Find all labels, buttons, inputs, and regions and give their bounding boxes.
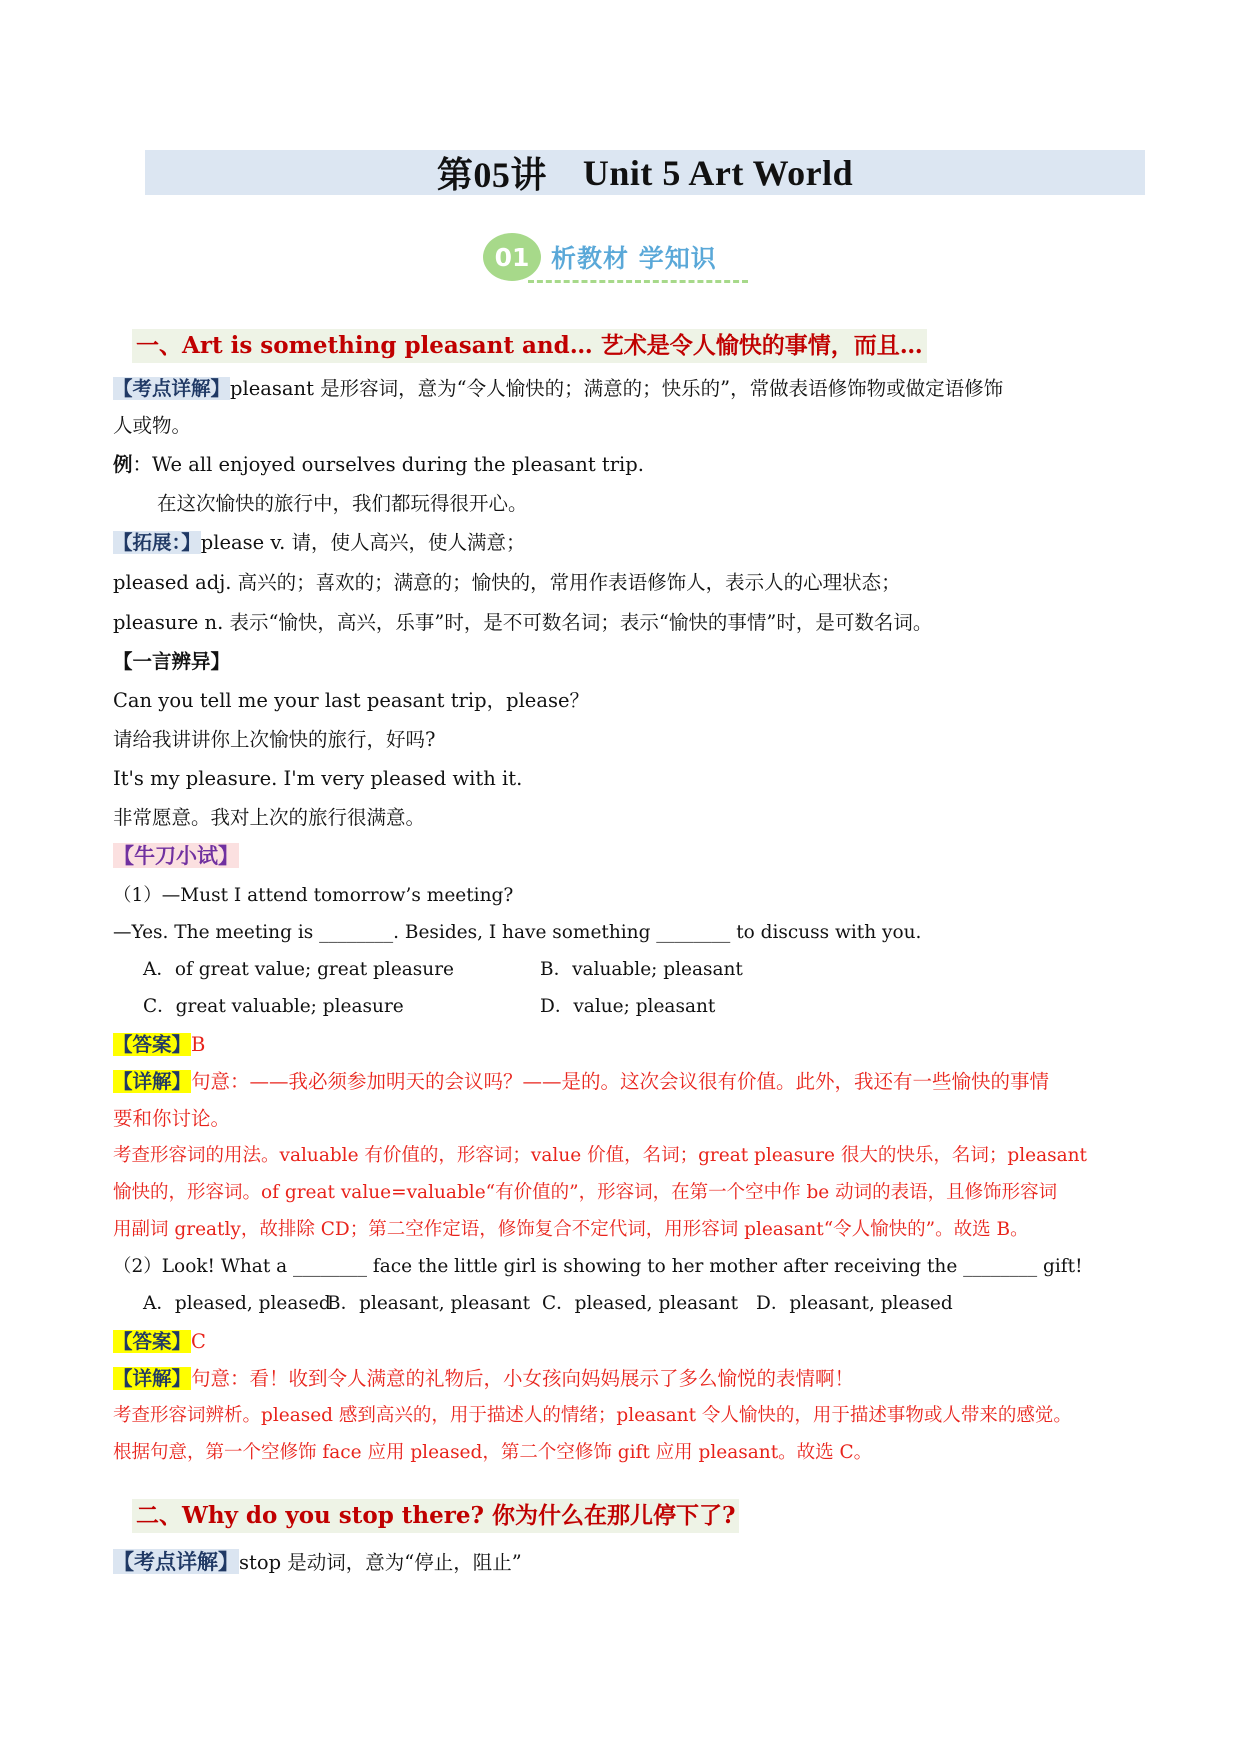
example-label: 例	[113, 453, 133, 476]
q2-option-c: C．pleased, pleasant	[542, 1293, 739, 1314]
kaodian-tag: 【考点详解】	[113, 377, 231, 400]
q1-option-b: B．valuable; pleasant	[540, 959, 743, 980]
q1-detail-tag: 【详解】	[113, 1070, 192, 1093]
section2-heading: 二、Why do you stop there? 你为什么在那儿停下了?	[132, 1499, 739, 1533]
q2-option-b: B．pleasant, pleasant	[327, 1293, 531, 1314]
niudao-tag: 【牛刀小试】	[113, 843, 239, 868]
q2-detail-tag: 【详解】	[113, 1367, 192, 1390]
q2-detail-line2: 考查形容词辨析。pleased 感到高兴的，用于描述人的情绪；pleasant 令人愉快的，用于描述事物或人带来的感觉。	[113, 1405, 1072, 1426]
kaodian-line1	[113, 376, 1003, 402]
q1-answer-tag: 【答案】	[113, 1033, 192, 1056]
q1-detail-line1	[113, 1069, 1049, 1095]
section2-kaodian-tag: 【考点详解】	[113, 1549, 239, 1574]
q1-detail-line2: 要和你讨论。	[113, 1107, 231, 1130]
q1-answer: B	[191, 1033, 206, 1056]
q2-answer: C	[191, 1330, 206, 1353]
section2-kaodian-line	[113, 1549, 522, 1576]
tuozhan-tag: 【拓展：】	[113, 531, 201, 554]
yiyan-tag: 【一言辨异】	[113, 650, 231, 673]
yiyan-line: 请给我讲讲你上次愉快的旅行，好吗?	[113, 728, 436, 751]
section-label: 析教材 学知识	[551, 244, 717, 273]
q2-detail-line3: 根据句意，第一个空修饰 face 应用 pleased，第二个空修饰 gift 应用 pleasant。故选 C。	[113, 1442, 873, 1463]
example-line	[113, 452, 644, 478]
section1-heading: 一、Art is something pleasant and… 艺术是令人愉快的事情，而且…	[132, 329, 927, 363]
tuozhan-line2: pleased adj. 高兴的；喜欢的；满意的；愉快的，常用作表语修饰人，表示人的心理状态；	[113, 571, 901, 594]
tuozhan-text1: please v. 请，使人高兴，使人满意；	[200, 531, 526, 554]
yiyan-line: Can you tell me your last peasant trip，please？	[113, 689, 590, 712]
title-unit: Unit 5 Art World	[582, 152, 854, 193]
yiyan-line: 非常愿意。我对上次的旅行很满意。	[113, 806, 426, 829]
q1-stem2: —Yes. The meeting is ________. Besides, I have something ________ to discuss with you.	[113, 922, 922, 943]
example-en: ：We all enjoyed ourselves during the pleasant trip.	[132, 453, 644, 476]
q2-detail-line1	[113, 1366, 854, 1392]
niudao-line	[113, 843, 239, 870]
section-badge	[483, 232, 717, 282]
kaodian-text: pleasant 是形容词，意为“令人愉快的；满意的；快乐的”，常做表语修饰物或做定语修饰	[230, 377, 1004, 400]
badge-underline	[528, 280, 748, 283]
q1-answer-line	[113, 1032, 205, 1058]
q1-detail-line3: 考查形容词的用法。valuable 有价值的，形容词；value 价值，名词；great pleasure 很大的快乐，名词；pleasant	[113, 1145, 1087, 1166]
q1-detail-line5: 用副词 greatly，故排除 CD；第二空作定语，修饰复合不定代词，用形容词 pleasant“令人愉快的”。故选 B。	[113, 1219, 1029, 1240]
q2-answer-tag: 【答案】	[113, 1330, 192, 1353]
q1-option-c: C．great valuable; pleasure	[143, 996, 404, 1017]
section-number-badge: 01	[483, 233, 541, 281]
q1-option-a: A．of great value; great pleasure	[143, 959, 454, 980]
yiyan-line: It's my pleasure. I'm very pleased with it.	[113, 767, 523, 790]
q2-option-a: A．pleased, pleased	[143, 1293, 331, 1314]
q2-option-d: D．pleasant, pleased	[756, 1293, 953, 1314]
tuozhan-line3: pleasure n. 表示“愉快，高兴，乐事”时，是不可数名词；表示“愉快的事情”时，是可数名词。	[113, 611, 933, 634]
q1-option-d: D．value; pleasant	[540, 996, 716, 1017]
kaodian-line2: 人或物。	[113, 414, 192, 437]
section2-kaodian-text: stop 是动词，意为“停止，阻止”	[239, 1551, 522, 1574]
q2-detail-text: 句意：看！收到令人满意的礼物后，小女孩向妈妈展示了多么愉悦的表情啊！	[191, 1367, 855, 1390]
q1-detail-text: 句意：——我必须参加明天的会议吗？——是的。这次会议很有价值。此外，我还有一些愉快的事情	[191, 1070, 1050, 1093]
q2-stem: （2）Look! What a ________ face the little girl is showing to her mother after receiving the ________ gift!	[113, 1256, 1083, 1277]
page-title	[145, 150, 1145, 195]
tuozhan-line1	[113, 530, 526, 556]
title-lecture: 第05讲	[436, 155, 547, 195]
example-cn: 在这次愉快的旅行中，我们都玩得很开心。	[157, 492, 528, 515]
q1-stem1: （1）—Must I attend tomorrow’s meeting?	[113, 885, 514, 906]
q1-detail-line4: 愉快的，形容词。of great value=valuable“有价值的”，形容词，在第一个空中作 be 动词的表语，且修饰形容词	[113, 1182, 1058, 1203]
q2-answer-line	[113, 1329, 206, 1355]
